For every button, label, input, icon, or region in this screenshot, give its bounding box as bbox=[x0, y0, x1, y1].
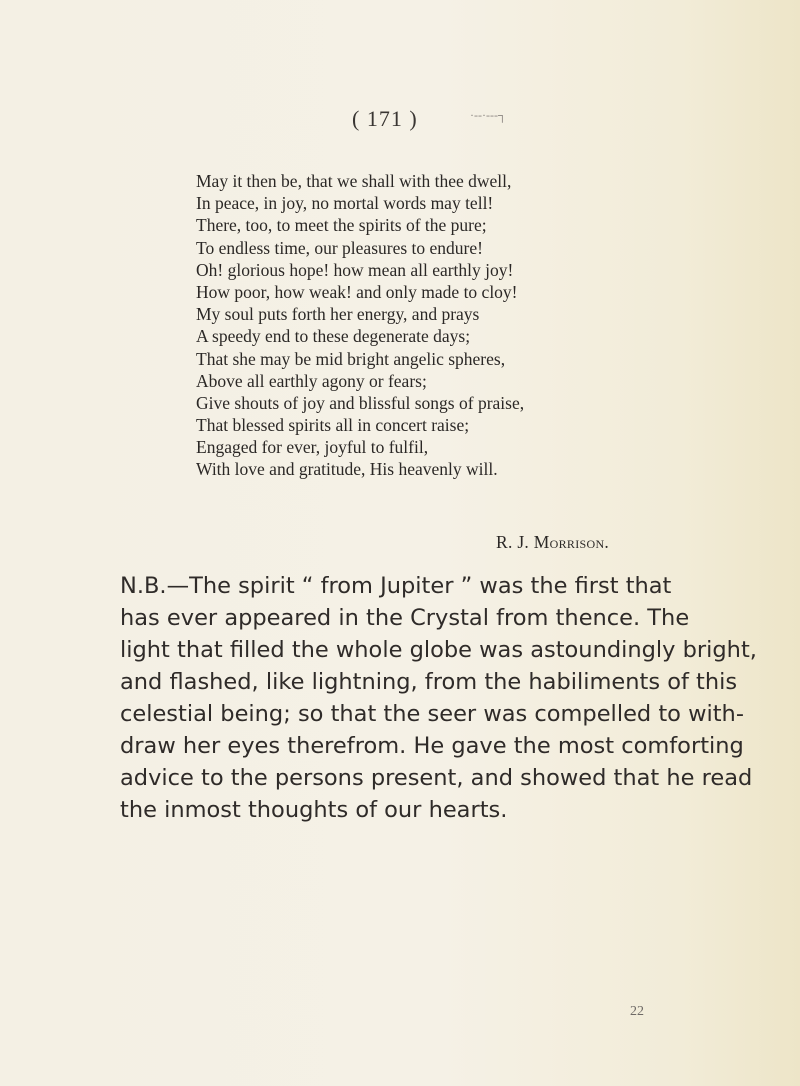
note-line: has ever appeared in the Crystal from thence. The bbox=[120, 605, 690, 631]
note-line: the inmost thoughts of our hearts. bbox=[120, 797, 508, 823]
note-line: advice to the persons present, and showed that he read bbox=[120, 765, 753, 791]
poem bbox=[196, 170, 636, 481]
page-number: ( 171 ) bbox=[352, 106, 418, 131]
poem-line: In peace, in joy, no mortal words may tell! bbox=[196, 193, 494, 214]
poem-line: A speedy end to these degenerate days; bbox=[196, 326, 471, 347]
poem-line: That blessed spirits all in concert raise; bbox=[196, 415, 470, 436]
author-surname: Morrison. bbox=[533, 532, 610, 552]
poem-line: That she may be mid bright angelic spheres, bbox=[196, 348, 506, 369]
author-signature bbox=[496, 532, 609, 553]
poem-line: Above all earthly agony or fears; bbox=[196, 370, 427, 391]
poem-line: How poor, how weak! and only made to cloy! bbox=[196, 281, 518, 302]
signature-mark: 22 bbox=[630, 1004, 644, 1019]
poem-line: Oh! glorious hope! how mean all earthly joy! bbox=[196, 259, 514, 280]
note-line: N.B.—The spirit “ from Jupiter ” was the first that bbox=[120, 573, 672, 599]
editorial-note bbox=[120, 570, 757, 826]
note-line: celestial being; so that the seer was compelled to with- bbox=[120, 701, 744, 727]
note-line: light that filled the whole globe was astoundingly bright, bbox=[120, 637, 757, 663]
poem-line: Give shouts of joy and blissful songs of praise, bbox=[196, 392, 525, 413]
note-line: draw her eyes therefrom. He gave the most comforting bbox=[120, 733, 744, 759]
author-initials: R. J. bbox=[496, 532, 530, 552]
poem-line: My soul puts forth her energy, and prays bbox=[196, 304, 480, 325]
poem-line: With love and gratitude, His heavenly will. bbox=[196, 459, 498, 480]
ink-mark: ·‑‑·‑‑‑┐ bbox=[470, 108, 507, 122]
note-line: and flashed, like lightning, from the habiliments of this bbox=[120, 669, 738, 695]
poem-line: Engaged for ever, joyful to fulfil, bbox=[196, 437, 429, 458]
poem-line: There, too, to meet the spirits of the pure; bbox=[196, 215, 487, 236]
poem-line: To endless time, our pleasures to endure! bbox=[196, 237, 483, 258]
poem-line: May it then be, that we shall with thee dwell, bbox=[196, 171, 512, 191]
